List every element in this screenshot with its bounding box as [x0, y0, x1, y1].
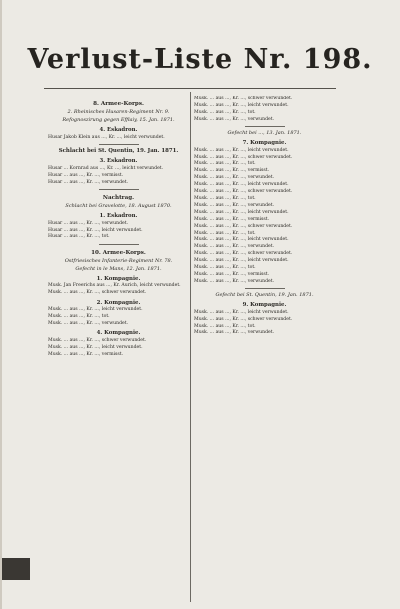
casualty-entry: Husar Jakob Klein aus ..., Kr. ..., leicht verwundet. — [48, 134, 165, 140]
section-subtitle: Gefecht bei ..., 13. Jan. 1871. — [227, 130, 302, 137]
casualty-entry: Musk. ... aus ..., Kr. ..., schwer verwundet. — [194, 251, 293, 257]
casualty-entry: Musk. ... aus ..., Kr. ..., verwundet. — [194, 330, 275, 336]
section-subtitle: Refognoszirung gegen Efflaiy, 15. Jan. 1871. — [62, 117, 175, 123]
section-subtitle: Ostfriesisches Infanterie-Regiment Nr. 78. — [64, 257, 173, 264]
casualty-entry: Musk. ... aus ..., Kr. ..., leicht verwundet. — [194, 237, 289, 243]
right-column — [194, 96, 335, 601]
casualty-entry: Musk. ... aus ..., Kr. ..., leicht verwundet. — [194, 309, 289, 315]
scan-spine-edge — [0, 0, 2, 609]
casualty-entry: Musk. ... aus ..., Kr. ..., tot. — [194, 230, 256, 236]
unit-heading: 1. Eskadron. — [99, 213, 138, 220]
section-divider — [99, 189, 139, 190]
unit-heading: 1. Kompagnie. — [96, 275, 141, 282]
left-column — [48, 96, 189, 601]
casualty-entry: Musk. Jan Freerichs aus ..., Kr. Aurich, leicht verwundet. — [48, 283, 181, 289]
casualty-entry: Musk. ... aus ..., Kr. ..., schwer verwundet. — [194, 223, 293, 229]
section-title: Nachtrag. — [102, 195, 135, 202]
page-title: Verlust-Liste Nr. 198. — [27, 44, 373, 75]
unit-heading: 4. Kompagnie. — [96, 330, 141, 337]
unit-heading: 2. Kompagnie. — [96, 299, 141, 306]
casualty-entry: Musk. ... aus ..., Kr. ..., tot. — [194, 323, 256, 329]
section-subtitle: 2. Rheinisches Husaren-Regiment Nr. 9. — [67, 109, 170, 115]
unit-heading: 4. Eskadron. — [99, 127, 138, 133]
section-title: 8. Armee-Korps. — [93, 101, 144, 107]
casualty-entry: Musk. ... aus ..., Kr. ..., leicht verwundet. — [194, 182, 289, 188]
unit-heading: 9. Kompagnie. — [242, 302, 287, 309]
casualty-entry: Musk. ... aus ..., Kr. ..., leicht verwundet. — [48, 344, 143, 350]
unit-heading: 7. Kompagnie. — [242, 140, 287, 147]
casualty-entry: Musk. ... aus ..., Kr. ..., leicht verwundet. — [194, 147, 289, 153]
casualty-entry: Musk. ... aus ..., Kr. ..., schwer verwundet. — [194, 189, 293, 195]
section-divider — [245, 288, 285, 289]
casualty-entry: Musk. ... aus ..., Kr. ..., verwundet. — [48, 320, 129, 326]
casualty-entry: Musk. ... aus ..., Kr. ..., schwer verwundet. — [194, 96, 293, 101]
casualty-entry: Musk. ... aus ..., Kr. ..., leicht verwundet. — [194, 102, 289, 108]
casualty-entry: Musk. ... aus ..., Kr. ..., verwundet. — [194, 244, 275, 250]
casualty-entry: Husar ... aus ..., Kr. ..., vermisst. — [48, 172, 124, 178]
casualty-entry: Musk. ... aus ..., Kr. ..., leicht verwundet. — [194, 258, 289, 264]
casualty-entry: Husar ... Kornrad aus ..., Kr. ..., leicht verwundet. — [48, 165, 164, 171]
casualty-entry: Musk. ... aus ..., Kr. ..., vermisst. — [194, 216, 270, 222]
title-rule — [44, 88, 336, 89]
casualty-entry: Musk. ... aus ..., Kr. ..., tot. — [194, 161, 256, 167]
casualty-entry: Musk. ... aus ..., Kr. ..., vermisst. — [194, 271, 270, 277]
casualty-entry: Musk. ... aus ..., Kr. ..., schwer verwundet. — [194, 316, 293, 322]
casualty-entry: Husar ... aus ..., Kr. ..., leicht verwundet. — [48, 227, 143, 233]
casualty-entry: Husar ... aus ..., Kr. ..., tot. — [48, 234, 110, 240]
section-subtitle: Schlacht bei Gravelotte, 18. August 1870. — [65, 203, 172, 210]
casualty-entry: Musk. ... aus ..., Kr. ..., tot. — [194, 195, 256, 201]
section-divider — [99, 244, 139, 245]
library-stamp — [2, 558, 30, 580]
section-divider — [245, 126, 285, 127]
unit-heading: Schlacht bei St. Quentin, 19. Jan. 1871. — [58, 147, 179, 154]
casualty-entry: Musk. ... aus ..., Kr. ..., verwundet. — [194, 175, 275, 181]
casualty-entry: Musk. ... aus ..., Kr. ..., schwer verwundet. — [194, 154, 293, 160]
casualty-entry: Musk. ... aus ..., Kr. ..., schwer verwundet. — [48, 290, 147, 296]
casualty-entry: Musk. ... aus ..., Kr. ..., tot. — [194, 109, 256, 115]
casualty-entry: Musk. ... aus ..., Kr. ..., vermisst. — [194, 168, 270, 174]
section-title: 10. Armee-Korps. — [91, 249, 146, 256]
casualty-entry: Musk. ... aus ..., Kr. ..., schwer verwundet. — [48, 337, 147, 343]
section-subtitle: Gefecht bei St. Quentin, 19. Jan. 1871. — [215, 292, 314, 299]
column-divider — [190, 92, 191, 602]
casualty-entry: Husar ... aus ..., Kr. ..., verwundet. — [48, 220, 129, 226]
unit-heading: 3. Eskadron. — [99, 158, 138, 165]
section-subtitle: Gefecht in le Mans, 12. Jan. 1871. — [75, 265, 162, 272]
casualty-entry: Musk. ... aus ..., Kr. ..., verwundet. — [194, 278, 275, 284]
casualty-entry: Musk. ... aus ..., Kr. ..., leicht verwundet. — [194, 209, 289, 215]
section-divider — [99, 144, 139, 145]
casualty-entry: Musk. ... aus ..., Kr. ..., verwundet. — [194, 116, 275, 122]
casualty-entry: Musk. ... aus ..., Kr. ..., vermisst. — [48, 351, 124, 357]
casualty-entry: Musk. ... aus ..., Kr. ..., leicht verwundet. — [48, 307, 143, 313]
casualty-entry: Musk. ... aus ..., Kr. ..., tot. — [194, 265, 256, 271]
casualty-entry: Musk. ... aus ..., Kr. ..., tot. — [48, 314, 110, 320]
casualty-entry: Musk. ... aus ..., Kr. ..., verwundet. — [194, 202, 275, 208]
casualty-entry: Husar ... aus ..., Kr. ..., verwundet. — [48, 179, 129, 185]
